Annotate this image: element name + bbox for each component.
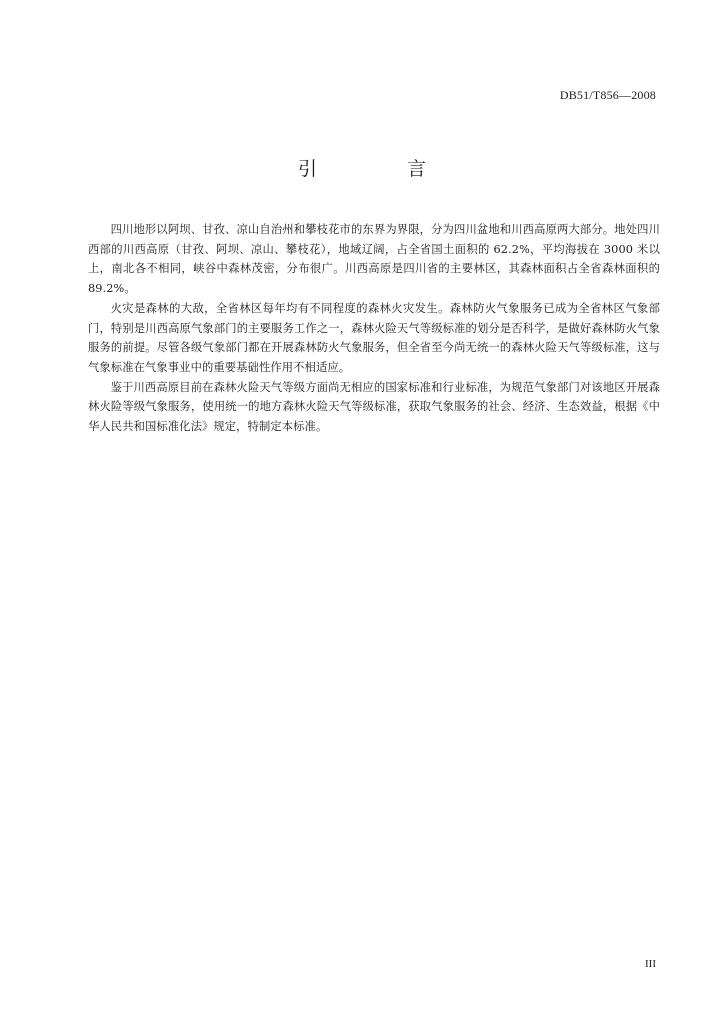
standard-code: DB51/T856—2008	[559, 88, 656, 102]
paragraph-3: 鉴于川西高原目前在森林火险天气等级方面尚无相应的国家标准和行业标准，为规范气象部门对该地区开展森林火险等级气象服务，使用统一的地方森林火险天气等级标准，获取气象服务的社会、经济、生态效益，根据《中华人民共和国标准化法》规定，特制定本标准。	[88, 380, 660, 434]
page-title: 引 言	[297, 158, 469, 180]
paragraph-2: 火灾是森林的大敌，全省林区每年均有不同程度的森林火灾发生。森林防火气象服务已成为全省林区气象部门，特别是川西高原气象部门的主要服务工作之一，森林火险天气等级标准的划分是否科学，是做好森林防火气象服务的前提。尽管各级气象部门都在开展森林防火气象服务，但全省至今尚无统一的森林火险天气等级标准，这与气象标准在气象事业中的重要基础性作用不相适应。	[88, 301, 660, 374]
page-number: III	[645, 958, 656, 970]
paragraph-1: 四川地形以阿坝、甘孜、凉山自治州和攀枝花市的东界为界限，分为四川盆地和川西高原两大部分。地处四川西部的川西高原（甘孜、阿坝、凉山、攀枝花），地域辽阔，占全省国土面积的 62.2%，平均海拔在 3000 米以上，南北各不相同，峡谷中森林茂密，分布很广。川西高原是四川省的主要林区，其森林面积占全省森林面积的 89.2%。	[88, 223, 660, 296]
introduction-body	[88, 220, 660, 437]
